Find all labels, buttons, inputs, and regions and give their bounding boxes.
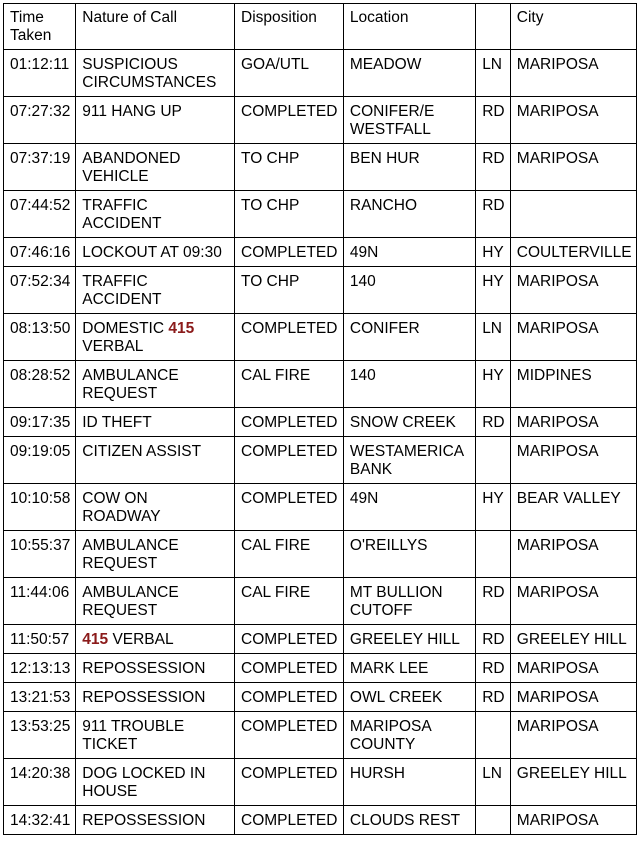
nature-cell	[76, 314, 235, 361]
header-location: Location	[343, 4, 475, 50]
disposition-cell: GOA/UTL	[235, 50, 344, 97]
time-cell: 07:27:32	[4, 97, 76, 144]
header-time-taken: Time Taken	[4, 4, 76, 50]
table-row	[4, 238, 637, 267]
disposition-cell: COMPLETED	[235, 437, 344, 484]
location-cell: HURSH	[343, 759, 475, 806]
location-cell: RANCHO	[343, 191, 475, 238]
city-cell: MARIPOSA	[510, 267, 636, 314]
table-row	[4, 654, 637, 683]
location-cell: MARIPOSA COUNTY	[343, 712, 475, 759]
location-cell: 49N	[343, 238, 475, 267]
nature-cell: ABANDONED VEHICLE	[76, 144, 235, 191]
location-cell: MARK LEE	[343, 654, 475, 683]
header-suffix	[476, 4, 511, 50]
table-row	[4, 314, 637, 361]
nature-cell: REPOSSESSION	[76, 806, 235, 835]
location-cell: CONIFER	[343, 314, 475, 361]
suffix-cell	[476, 806, 511, 835]
time-cell: 01:12:11	[4, 50, 76, 97]
disposition-cell: CAL FIRE	[235, 578, 344, 625]
city-cell: MARIPOSA	[510, 683, 636, 712]
city-cell: MARIPOSA	[510, 144, 636, 191]
nature-prefix: DOMESTIC	[82, 320, 165, 337]
location-cell: O'REILLYS	[343, 531, 475, 578]
city-cell: GREELEY HILL	[510, 759, 636, 806]
location-cell: 49N	[343, 484, 475, 531]
disposition-cell: TO CHP	[235, 144, 344, 191]
time-cell: 12:13:13	[4, 654, 76, 683]
nature-cell: AMBULANCE REQUEST	[76, 531, 235, 578]
header-disposition: Disposition	[235, 4, 344, 50]
suffix-cell: RD	[476, 683, 511, 712]
time-cell: 14:20:38	[4, 759, 76, 806]
suffix-cell: LN	[476, 759, 511, 806]
suffix-cell	[476, 531, 511, 578]
nature-cell: REPOSSESSION	[76, 683, 235, 712]
suffix-cell: RD	[476, 654, 511, 683]
nature-cell: 911 HANG UP	[76, 97, 235, 144]
time-cell: 08:13:50	[4, 314, 76, 361]
city-cell: MARIPOSA	[510, 50, 636, 97]
city-cell	[510, 191, 636, 238]
time-cell: 07:52:34	[4, 267, 76, 314]
suffix-cell: LN	[476, 50, 511, 97]
table-row	[4, 578, 637, 625]
time-cell: 10:10:58	[4, 484, 76, 531]
nature-cell: TRAFFIC ACCIDENT	[76, 267, 235, 314]
city-cell: MARIPOSA	[510, 531, 636, 578]
time-cell: 11:50:57	[4, 625, 76, 654]
disposition-cell: COMPLETED	[235, 683, 344, 712]
nature-text: VERBAL	[82, 338, 144, 355]
nature-text: VERBAL	[112, 631, 174, 648]
table-row	[4, 361, 637, 408]
suffix-cell: HY	[476, 361, 511, 408]
location-cell: 140	[343, 361, 475, 408]
nature-cell: ID THEFT	[76, 408, 235, 437]
city-cell: BEAR VALLEY	[510, 484, 636, 531]
time-cell: 13:21:53	[4, 683, 76, 712]
suffix-cell: HY	[476, 238, 511, 267]
suffix-cell: LN	[476, 314, 511, 361]
city-cell: MARIPOSA	[510, 806, 636, 835]
disposition-cell: TO CHP	[235, 267, 344, 314]
table-row	[4, 806, 637, 835]
time-cell: 11:44:06	[4, 578, 76, 625]
disposition-cell: COMPLETED	[235, 408, 344, 437]
penal-code: 415	[168, 320, 195, 337]
suffix-cell: RD	[476, 625, 511, 654]
nature-cell: REPOSSESSION	[76, 654, 235, 683]
call-log-table	[3, 3, 637, 835]
disposition-cell: COMPLETED	[235, 654, 344, 683]
city-cell: MARIPOSA	[510, 654, 636, 683]
suffix-cell	[476, 437, 511, 484]
nature-cell: SUSPICIOUS CIRCUMSTANCES	[76, 50, 235, 97]
table-row	[4, 408, 637, 437]
time-cell: 10:55:37	[4, 531, 76, 578]
city-cell: MARIPOSA	[510, 437, 636, 484]
disposition-cell: COMPLETED	[235, 314, 344, 361]
header-city: City	[510, 4, 636, 50]
suffix-cell: RD	[476, 97, 511, 144]
location-cell: BEN HUR	[343, 144, 475, 191]
nature-cell	[76, 625, 235, 654]
city-cell: MARIPOSA	[510, 97, 636, 144]
location-cell: SNOW CREEK	[343, 408, 475, 437]
disposition-cell: COMPLETED	[235, 759, 344, 806]
suffix-cell: RD	[476, 408, 511, 437]
nature-cell: DOG LOCKED IN HOUSE	[76, 759, 235, 806]
nature-cell: COW ON ROADWAY	[76, 484, 235, 531]
location-cell: GREELEY HILL	[343, 625, 475, 654]
suffix-cell: RD	[476, 191, 511, 238]
nature-cell: TRAFFIC ACCIDENT	[76, 191, 235, 238]
location-cell: 140	[343, 267, 475, 314]
disposition-cell: COMPLETED	[235, 97, 344, 144]
city-cell: MARIPOSA	[510, 314, 636, 361]
disposition-cell: COMPLETED	[235, 806, 344, 835]
table-row	[4, 97, 637, 144]
table-row	[4, 683, 637, 712]
table-row	[4, 484, 637, 531]
table-row	[4, 50, 637, 97]
table-row	[4, 625, 637, 654]
location-cell: CLOUDS REST	[343, 806, 475, 835]
city-cell: COULTERVILLE	[510, 238, 636, 267]
location-cell: MEADOW	[343, 50, 475, 97]
suffix-cell: HY	[476, 484, 511, 531]
time-cell: 14:32:41	[4, 806, 76, 835]
header-row	[4, 4, 637, 50]
nature-cell: AMBULANCE REQUEST	[76, 578, 235, 625]
city-cell: MIDPINES	[510, 361, 636, 408]
suffix-cell: HY	[476, 267, 511, 314]
time-cell: 09:19:05	[4, 437, 76, 484]
nature-cell: CITIZEN ASSIST	[76, 437, 235, 484]
suffix-cell: RD	[476, 144, 511, 191]
table-row	[4, 191, 637, 238]
time-cell: 08:28:52	[4, 361, 76, 408]
city-cell: MARIPOSA	[510, 712, 636, 759]
city-cell: MARIPOSA	[510, 578, 636, 625]
city-cell: GREELEY HILL	[510, 625, 636, 654]
disposition-cell: COMPLETED	[235, 712, 344, 759]
disposition-cell: CAL FIRE	[235, 361, 344, 408]
disposition-cell: CAL FIRE	[235, 531, 344, 578]
location-cell: CONIFER/E WESTFALL	[343, 97, 475, 144]
location-cell: OWL CREEK	[343, 683, 475, 712]
disposition-cell: TO CHP	[235, 191, 344, 238]
table-row	[4, 437, 637, 484]
time-cell: 13:53:25	[4, 712, 76, 759]
location-cell: WESTAMERICA BANK	[343, 437, 475, 484]
time-cell: 09:17:35	[4, 408, 76, 437]
time-cell: 07:37:19	[4, 144, 76, 191]
nature-cell: LOCKOUT AT 09:30	[76, 238, 235, 267]
penal-code: 415	[82, 631, 109, 648]
time-cell: 07:46:16	[4, 238, 76, 267]
suffix-cell: RD	[476, 578, 511, 625]
location-cell: MT BULLION CUTOFF	[343, 578, 475, 625]
city-cell: MARIPOSA	[510, 408, 636, 437]
time-cell: 07:44:52	[4, 191, 76, 238]
nature-cell: AMBULANCE REQUEST	[76, 361, 235, 408]
table-row	[4, 759, 637, 806]
header-nature-of-call: Nature of Call	[76, 4, 235, 50]
table-row	[4, 531, 637, 578]
suffix-cell	[476, 712, 511, 759]
disposition-cell: COMPLETED	[235, 625, 344, 654]
disposition-cell: COMPLETED	[235, 484, 344, 531]
table-row	[4, 712, 637, 759]
nature-cell: 911 TROUBLE TICKET	[76, 712, 235, 759]
table-row	[4, 267, 637, 314]
table-row	[4, 144, 637, 191]
disposition-cell: COMPLETED	[235, 238, 344, 267]
